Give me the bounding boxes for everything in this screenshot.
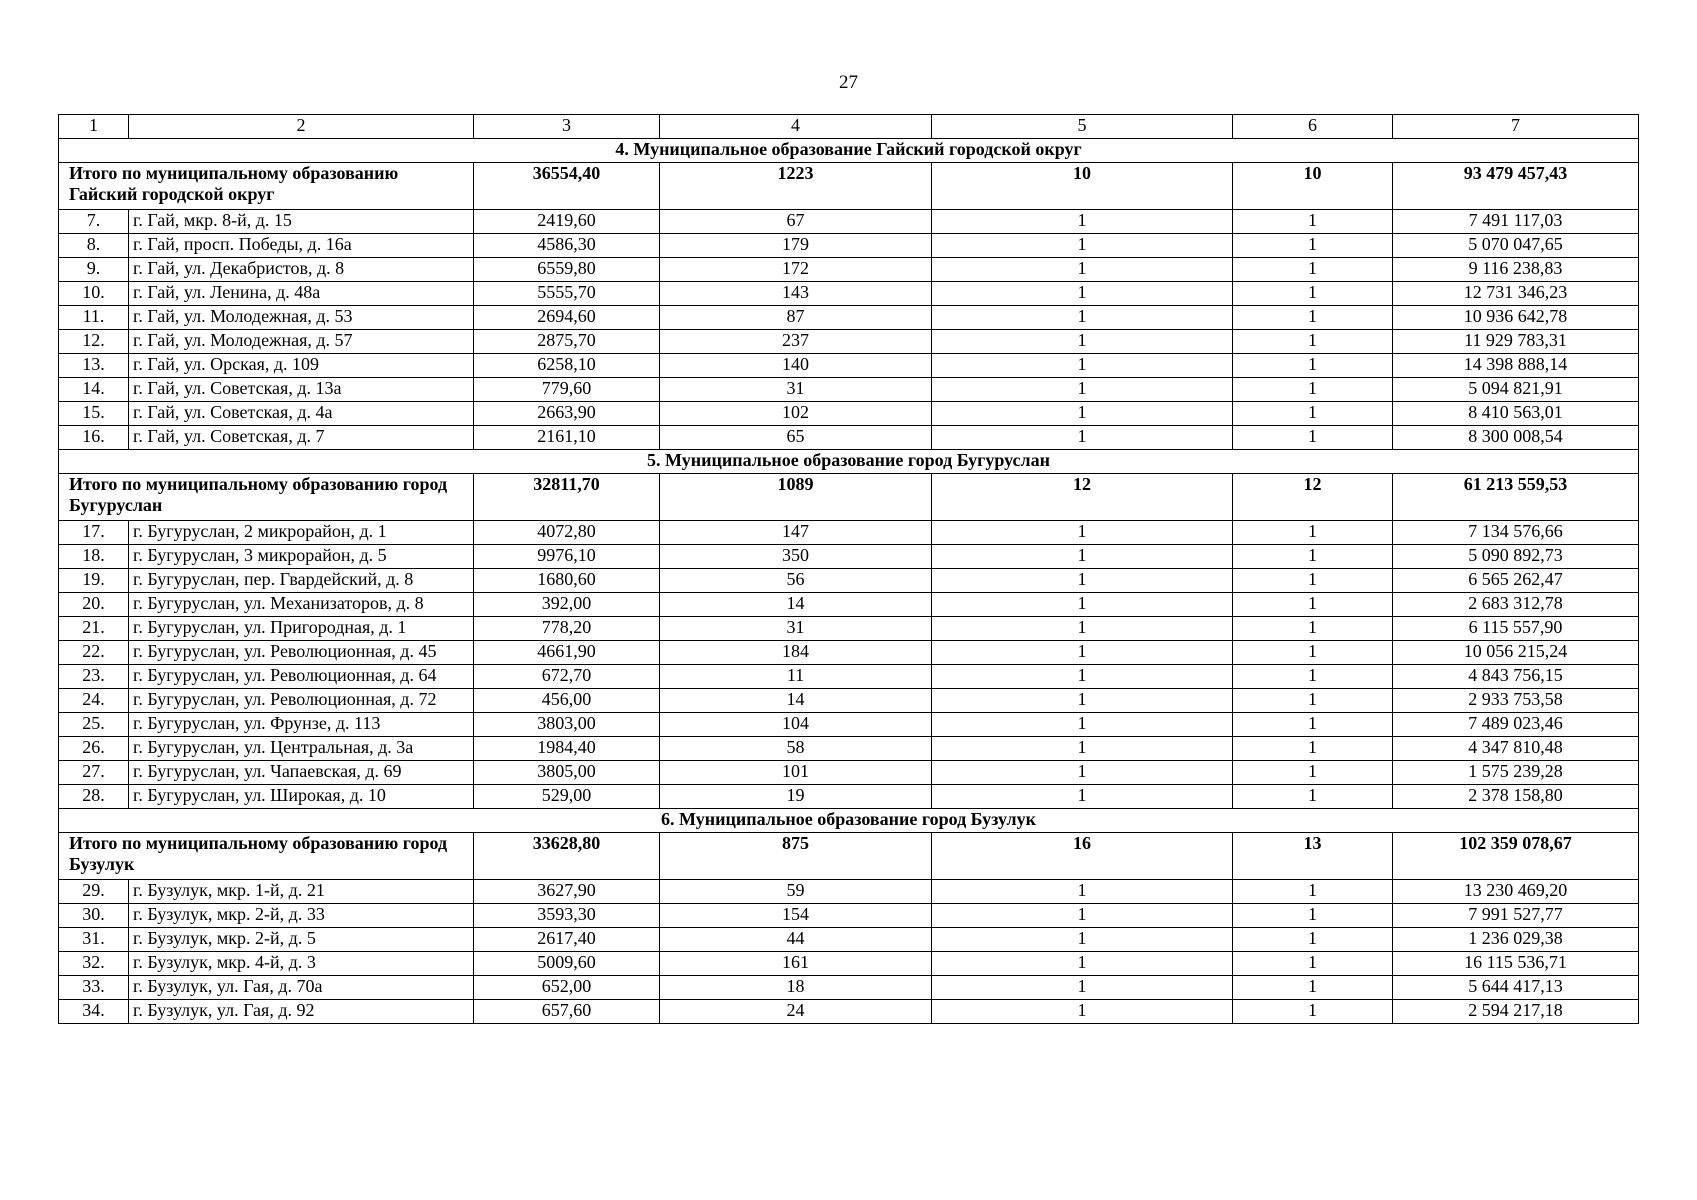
table-row [59, 593, 1639, 617]
table-row [59, 617, 1639, 641]
row-number: 24. [59, 689, 129, 713]
total-col6: 13 [1233, 833, 1393, 880]
table-row [59, 928, 1639, 952]
column-number: 2 [129, 115, 474, 139]
column-number: 1 [59, 115, 129, 139]
column-number: 4 [660, 115, 932, 139]
row-col5: 1 [932, 234, 1233, 258]
row-cost: 1 236 029,38 [1393, 928, 1639, 952]
table-row [59, 904, 1639, 928]
row-number: 32. [59, 952, 129, 976]
section-total-row [59, 833, 1639, 880]
row-cost: 10 056 215,24 [1393, 641, 1639, 665]
row-cost: 2 683 312,78 [1393, 593, 1639, 617]
row-number: 22. [59, 641, 129, 665]
table-row [59, 976, 1639, 1000]
total-col5: 16 [932, 833, 1233, 880]
row-count: 140 [660, 354, 932, 378]
section-total-row [59, 474, 1639, 521]
row-col5: 1 [932, 928, 1233, 952]
total-col6: 12 [1233, 474, 1393, 521]
row-count: 58 [660, 737, 932, 761]
table-row [59, 689, 1639, 713]
row-cost: 5 070 047,65 [1393, 234, 1639, 258]
row-col5: 1 [932, 904, 1233, 928]
row-count: 87 [660, 306, 932, 330]
table-row [59, 306, 1639, 330]
row-address: г. Бугуруслан, ул. Фрунзе, д. 113 [129, 713, 474, 737]
row-number: 12. [59, 330, 129, 354]
row-number: 21. [59, 617, 129, 641]
row-col5: 1 [932, 354, 1233, 378]
row-number: 19. [59, 569, 129, 593]
row-address: г. Бугуруслан, ул. Механизаторов, д. 8 [129, 593, 474, 617]
row-col6: 1 [1233, 785, 1393, 809]
row-count: 143 [660, 282, 932, 306]
row-col6: 1 [1233, 904, 1393, 928]
row-col5: 1 [932, 402, 1233, 426]
table-row [59, 354, 1639, 378]
page-number: 27 [839, 72, 858, 93]
table-row [59, 641, 1639, 665]
total-cost: 61 213 559,53 [1393, 474, 1639, 521]
row-col5: 1 [932, 426, 1233, 450]
table-row [59, 402, 1639, 426]
row-cost: 7 491 117,03 [1393, 210, 1639, 234]
row-col5: 1 [932, 545, 1233, 569]
section-title: 6. Муниципальное образование город Бузулук [59, 809, 1639, 833]
row-col6: 1 [1233, 617, 1393, 641]
row-count: 31 [660, 378, 932, 402]
row-area: 657,60 [474, 1000, 660, 1024]
row-address: г. Гай, ул. Советская, д. 7 [129, 426, 474, 450]
row-col6: 1 [1233, 641, 1393, 665]
column-number: 3 [474, 115, 660, 139]
row-col5: 1 [932, 689, 1233, 713]
row-number: 23. [59, 665, 129, 689]
row-cost: 1 575 239,28 [1393, 761, 1639, 785]
row-count: 172 [660, 258, 932, 282]
row-col5: 1 [932, 210, 1233, 234]
row-area: 3593,30 [474, 904, 660, 928]
row-col5: 1 [932, 713, 1233, 737]
table-row [59, 258, 1639, 282]
row-address: г. Бузулук, мкр. 2-й, д. 5 [129, 928, 474, 952]
row-count: 44 [660, 928, 932, 952]
row-cost: 11 929 783,31 [1393, 330, 1639, 354]
row-number: 14. [59, 378, 129, 402]
table-row [59, 785, 1639, 809]
row-col6: 1 [1233, 880, 1393, 904]
section-header-row [59, 139, 1639, 163]
row-number: 28. [59, 785, 129, 809]
row-area: 4586,30 [474, 234, 660, 258]
table-row [59, 521, 1639, 545]
row-number: 10. [59, 282, 129, 306]
row-col6: 1 [1233, 378, 1393, 402]
row-address: г. Бугуруслан, пер. Гвардейский, д. 8 [129, 569, 474, 593]
row-col6: 1 [1233, 569, 1393, 593]
row-col5: 1 [932, 976, 1233, 1000]
row-col5: 1 [932, 1000, 1233, 1024]
row-col5: 1 [932, 617, 1233, 641]
row-area: 4661,90 [474, 641, 660, 665]
row-col5: 1 [932, 641, 1233, 665]
row-address: г. Бугуруслан, ул. Чапаевская, д. 69 [129, 761, 474, 785]
row-area: 5009,60 [474, 952, 660, 976]
row-count: 24 [660, 1000, 932, 1024]
table-row [59, 545, 1639, 569]
total-area: 33628,80 [474, 833, 660, 880]
row-cost: 8 410 563,01 [1393, 402, 1639, 426]
row-cost: 4 843 756,15 [1393, 665, 1639, 689]
row-address: г. Бугуруслан, ул. Революционная, д. 64 [129, 665, 474, 689]
row-address: г. Гай, мкр. 8-й, д. 15 [129, 210, 474, 234]
row-col5: 1 [932, 593, 1233, 617]
row-cost: 14 398 888,14 [1393, 354, 1639, 378]
row-cost: 7 991 527,77 [1393, 904, 1639, 928]
row-col5: 1 [932, 330, 1233, 354]
total-label: Итого по муниципальному образованию город Бугуруслан [59, 474, 474, 521]
row-area: 2419,60 [474, 210, 660, 234]
row-cost: 8 300 008,54 [1393, 426, 1639, 450]
row-address: г. Бузулук, мкр. 1-й, д. 21 [129, 880, 474, 904]
row-number: 7. [59, 210, 129, 234]
section-total-row [59, 163, 1639, 210]
row-count: 31 [660, 617, 932, 641]
row-number: 20. [59, 593, 129, 617]
row-col5: 1 [932, 521, 1233, 545]
row-number: 26. [59, 737, 129, 761]
table-row [59, 737, 1639, 761]
row-area: 9976,10 [474, 545, 660, 569]
row-area: 652,00 [474, 976, 660, 1000]
row-count: 179 [660, 234, 932, 258]
row-col6: 1 [1233, 593, 1393, 617]
row-col6: 1 [1233, 282, 1393, 306]
row-col5: 1 [932, 737, 1233, 761]
row-area: 779,60 [474, 378, 660, 402]
total-cost: 93 479 457,43 [1393, 163, 1639, 210]
row-col5: 1 [932, 378, 1233, 402]
table-row [59, 210, 1639, 234]
row-cost: 5 090 892,73 [1393, 545, 1639, 569]
total-area: 36554,40 [474, 163, 660, 210]
row-area: 2875,70 [474, 330, 660, 354]
row-address: г. Гай, ул. Молодежная, д. 57 [129, 330, 474, 354]
total-label: Итого по муниципальному образованию город Бузулук [59, 833, 474, 880]
table-row [59, 952, 1639, 976]
row-area: 6258,10 [474, 354, 660, 378]
row-number: 30. [59, 904, 129, 928]
row-col5: 1 [932, 785, 1233, 809]
row-area: 3805,00 [474, 761, 660, 785]
row-number: 15. [59, 402, 129, 426]
row-count: 19 [660, 785, 932, 809]
row-count: 102 [660, 402, 932, 426]
row-address: г. Бузулук, мкр. 2-й, д. 33 [129, 904, 474, 928]
row-col5: 1 [932, 258, 1233, 282]
table-row [59, 378, 1639, 402]
row-count: 350 [660, 545, 932, 569]
row-col6: 1 [1233, 689, 1393, 713]
table-row [59, 1000, 1639, 1024]
row-col6: 1 [1233, 665, 1393, 689]
column-number: 7 [1393, 115, 1639, 139]
table-row [59, 234, 1639, 258]
row-col6: 1 [1233, 521, 1393, 545]
data-table [58, 114, 1639, 1024]
row-address: г. Гай, ул. Орская, д. 109 [129, 354, 474, 378]
row-address: г. Бугуруслан, 3 микрорайон, д. 5 [129, 545, 474, 569]
row-col5: 1 [932, 665, 1233, 689]
row-address: г. Гай, ул. Ленина, д. 48а [129, 282, 474, 306]
row-col5: 1 [932, 761, 1233, 785]
row-number: 8. [59, 234, 129, 258]
row-count: 14 [660, 689, 932, 713]
table-body [59, 115, 1639, 1024]
row-count: 14 [660, 593, 932, 617]
row-address: г. Бузулук, ул. Гая, д. 70а [129, 976, 474, 1000]
row-number: 16. [59, 426, 129, 450]
row-col6: 1 [1233, 952, 1393, 976]
total-area: 32811,70 [474, 474, 660, 521]
row-cost: 9 116 238,83 [1393, 258, 1639, 282]
row-count: 184 [660, 641, 932, 665]
row-number: 13. [59, 354, 129, 378]
row-number: 9. [59, 258, 129, 282]
row-address: г. Гай, ул. Советская, д. 4а [129, 402, 474, 426]
total-label: Итого по муниципальному образованию Гайский городской округ [59, 163, 474, 210]
table-row [59, 426, 1639, 450]
row-cost: 13 230 469,20 [1393, 880, 1639, 904]
row-area: 4072,80 [474, 521, 660, 545]
total-col6: 10 [1233, 163, 1393, 210]
row-area: 672,70 [474, 665, 660, 689]
row-col6: 1 [1233, 426, 1393, 450]
row-col6: 1 [1233, 545, 1393, 569]
row-number: 31. [59, 928, 129, 952]
row-area: 529,00 [474, 785, 660, 809]
section-title: 4. Муниципальное образование Гайский городской округ [59, 139, 1639, 163]
row-number: 17. [59, 521, 129, 545]
table-row [59, 569, 1639, 593]
row-cost: 6 115 557,90 [1393, 617, 1639, 641]
row-area: 3803,00 [474, 713, 660, 737]
row-area: 5555,70 [474, 282, 660, 306]
row-count: 18 [660, 976, 932, 1000]
section-header-row [59, 450, 1639, 474]
row-number: 27. [59, 761, 129, 785]
row-cost: 6 565 262,47 [1393, 569, 1639, 593]
row-count: 237 [660, 330, 932, 354]
row-col6: 1 [1233, 210, 1393, 234]
row-cost: 2 378 158,80 [1393, 785, 1639, 809]
total-col5: 12 [932, 474, 1233, 521]
row-cost: 7 489 023,46 [1393, 713, 1639, 737]
row-address: г. Гай, просп. Победы, д. 16а [129, 234, 474, 258]
row-count: 56 [660, 569, 932, 593]
row-area: 778,20 [474, 617, 660, 641]
total-count: 1223 [660, 163, 932, 210]
row-count: 161 [660, 952, 932, 976]
table-row [59, 330, 1639, 354]
row-address: г. Бугуруслан, ул. Центральная, д. 3а [129, 737, 474, 761]
row-cost: 2 594 217,18 [1393, 1000, 1639, 1024]
row-col6: 1 [1233, 761, 1393, 785]
row-col5: 1 [932, 952, 1233, 976]
row-cost: 7 134 576,66 [1393, 521, 1639, 545]
row-col5: 1 [932, 282, 1233, 306]
row-count: 104 [660, 713, 932, 737]
row-count: 11 [660, 665, 932, 689]
row-col5: 1 [932, 569, 1233, 593]
row-col6: 1 [1233, 713, 1393, 737]
table-row [59, 282, 1639, 306]
column-number-row [59, 115, 1639, 139]
row-count: 101 [660, 761, 932, 785]
row-area: 392,00 [474, 593, 660, 617]
row-number: 11. [59, 306, 129, 330]
row-address: г. Гай, ул. Советская, д. 13а [129, 378, 474, 402]
total-count: 1089 [660, 474, 932, 521]
row-count: 154 [660, 904, 932, 928]
row-col6: 1 [1233, 928, 1393, 952]
row-area: 1680,60 [474, 569, 660, 593]
row-col6: 1 [1233, 234, 1393, 258]
row-address: г. Бугуруслан, ул. Пригородная, д. 1 [129, 617, 474, 641]
row-cost: 16 115 536,71 [1393, 952, 1639, 976]
row-col6: 1 [1233, 402, 1393, 426]
row-count: 65 [660, 426, 932, 450]
row-col6: 1 [1233, 258, 1393, 282]
row-col6: 1 [1233, 354, 1393, 378]
column-number: 5 [932, 115, 1233, 139]
row-address: г. Бугуруслан, ул. Революционная, д. 72 [129, 689, 474, 713]
section-title: 5. Муниципальное образование город Бугуруслан [59, 450, 1639, 474]
table-row [59, 665, 1639, 689]
row-area: 1984,40 [474, 737, 660, 761]
section-header-row [59, 809, 1639, 833]
total-count: 875 [660, 833, 932, 880]
row-address: г. Бузулук, ул. Гая, д. 92 [129, 1000, 474, 1024]
row-col6: 1 [1233, 330, 1393, 354]
total-col5: 10 [932, 163, 1233, 210]
row-col6: 1 [1233, 1000, 1393, 1024]
row-count: 59 [660, 880, 932, 904]
row-area: 2663,90 [474, 402, 660, 426]
row-area: 2161,10 [474, 426, 660, 450]
row-cost: 2 933 753,58 [1393, 689, 1639, 713]
row-count: 147 [660, 521, 932, 545]
row-cost: 12 731 346,23 [1393, 282, 1639, 306]
row-count: 67 [660, 210, 932, 234]
row-address: г. Гай, ул. Декабристов, д. 8 [129, 258, 474, 282]
row-cost: 5 644 417,13 [1393, 976, 1639, 1000]
row-col6: 1 [1233, 737, 1393, 761]
row-area: 6559,80 [474, 258, 660, 282]
table-row [59, 713, 1639, 737]
row-address: г. Бугуруслан, ул. Широкая, д. 10 [129, 785, 474, 809]
row-area: 2617,40 [474, 928, 660, 952]
row-col5: 1 [932, 306, 1233, 330]
row-cost: 4 347 810,48 [1393, 737, 1639, 761]
row-address: г. Бузулук, мкр. 4-й, д. 3 [129, 952, 474, 976]
row-address: г. Гай, ул. Молодежная, д. 53 [129, 306, 474, 330]
row-col6: 1 [1233, 306, 1393, 330]
column-number: 6 [1233, 115, 1393, 139]
row-col6: 1 [1233, 976, 1393, 1000]
row-address: г. Бугуруслан, 2 микрорайон, д. 1 [129, 521, 474, 545]
row-cost: 5 094 821,91 [1393, 378, 1639, 402]
row-area: 456,00 [474, 689, 660, 713]
row-area: 3627,90 [474, 880, 660, 904]
row-number: 33. [59, 976, 129, 1000]
row-number: 34. [59, 1000, 129, 1024]
row-number: 29. [59, 880, 129, 904]
row-col5: 1 [932, 880, 1233, 904]
row-number: 25. [59, 713, 129, 737]
row-area: 2694,60 [474, 306, 660, 330]
total-cost: 102 359 078,67 [1393, 833, 1639, 880]
table-row [59, 880, 1639, 904]
row-address: г. Бугуруслан, ул. Революционная, д. 45 [129, 641, 474, 665]
row-cost: 10 936 642,78 [1393, 306, 1639, 330]
row-number: 18. [59, 545, 129, 569]
table-row [59, 761, 1639, 785]
